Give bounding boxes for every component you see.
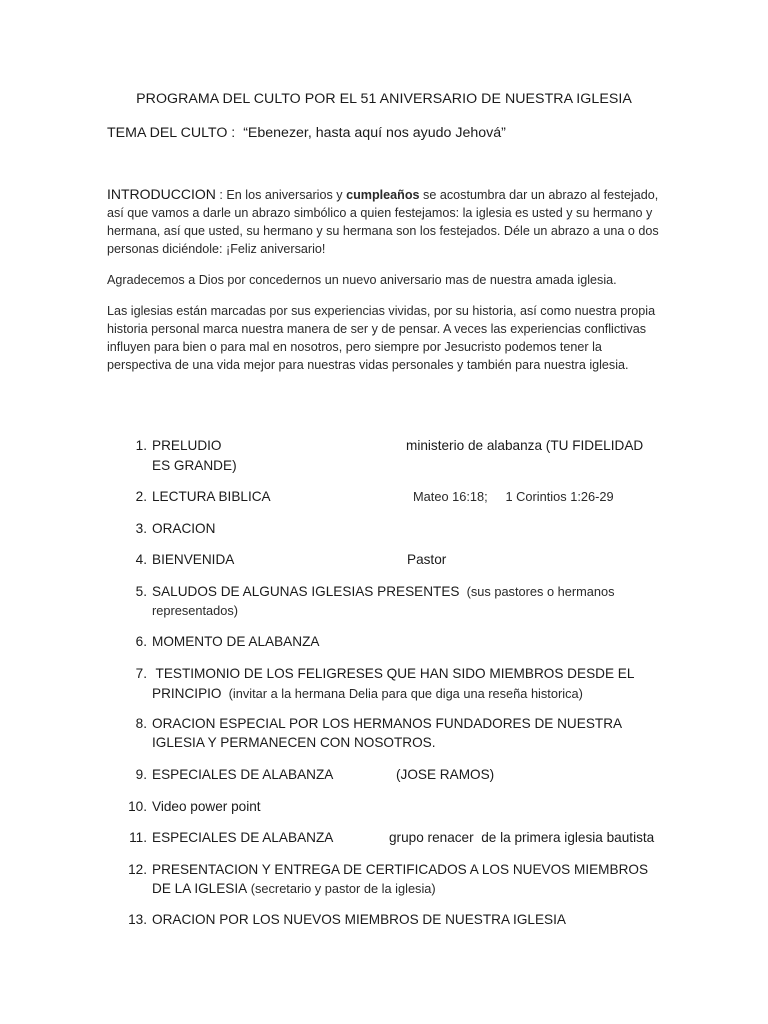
item-title-continued (152, 684, 662, 703)
item-title-main: SALUDOS DE ALGUNAS IGLESIAS PRESENTES (152, 584, 460, 599)
item-detail: Mateo 16:18; 1 Corintios 1:26-29 (413, 489, 614, 504)
item-number: 1. (135, 438, 147, 453)
intro-bold-word: cumpleaños (346, 188, 420, 202)
item-title-continued: representados) (152, 603, 239, 618)
item-number: 2. (135, 489, 147, 504)
item-title-continued: IGLESIA Y PERMANECEN CON NOSOTROS. (152, 735, 436, 750)
item-number: 8. (135, 716, 147, 731)
document-title: PROGRAMA DEL CULTO POR EL 51 ANIVERSARIO DE NUESTRA IGLESIA (136, 91, 632, 107)
item-title: ORACION (152, 521, 216, 536)
item-title-continued-main: PRINCIPIO (152, 686, 222, 701)
item-title: PRESENTACION Y ENTREGA DE CERTIFICADOS A LOS NUEVOS MIEMBROS (152, 862, 649, 877)
intro-text-before: : En los aniversarios y (215, 188, 347, 202)
item-detail: (JOSE RAMOS) (396, 767, 495, 782)
item-title: ESPECIALES DE ALABANZA (152, 830, 334, 845)
theme-value: “Ebenezer, hasta aquí nos ayudo Jehová” (243, 125, 506, 141)
intro-text-after: se acostumbra dar un abrazo al festejado, así que vamos a darle un abrazo simbólico a quien festejamos: la iglesia es usted y su hermano y hermana, así que usted, su hermano y su hermana son los festejados. Déle un abrazo a una o dos personas diciéndole: ¡Feliz aniversario! (107, 188, 659, 256)
item-title: LECTURA BIBLICA (152, 489, 271, 504)
item-title: MOMENTO DE ALABANZA (152, 634, 320, 649)
item-number: 11. (129, 830, 147, 845)
theme-line (107, 125, 506, 141)
thanks-paragraph: Agradecemos a Dios por concedernos un nuevo aniversario mas de nuestra amada iglesia. (107, 273, 617, 287)
item-title: Video power point (152, 799, 261, 814)
item-detail: ministerio de alabanza (TU FIDELIDAD (406, 438, 644, 453)
item-title-note: (invitar a la hermana Delia para que diga una reseña historica) (221, 686, 583, 701)
item-number: 5. (135, 584, 147, 599)
item-title-continued: ES GRANDE) (152, 458, 237, 473)
item-number: 10. (128, 799, 147, 814)
item-number: 9. (135, 767, 147, 782)
item-title: BIENVENIDA (152, 552, 235, 567)
intro-lead: INTRODUCCION (107, 186, 216, 202)
history-paragraph: Las iglesias están marcadas por sus experiencias vividas, por su historia, así como nuestra propia historia personal marca nuestra manera de ser y de pensar. A veces las experiencias conflictivas influyen para bien o para mal en nosotros, pero siempre por Jesucristo podemos tener la perspectiva de una vida mejor para nuestras vidas personales y también para nuestra iglesia. (107, 304, 656, 372)
item-title (152, 582, 662, 601)
item-number: 13. (128, 912, 147, 927)
item-title: ORACION ESPECIAL POR LOS HERMANOS FUNDADORES DE NUESTRA (152, 716, 623, 731)
item-title: ORACION POR LOS NUEVOS MIEMBROS DE NUESTRA IGLESIA (152, 912, 566, 927)
item-title-note: (secretario y pastor de la iglesia) (247, 881, 436, 896)
item-detail: grupo renacer de la primera iglesia bautista (389, 830, 655, 845)
item-number: 12. (128, 862, 147, 877)
theme-label: TEMA DEL CULTO : (107, 125, 236, 141)
item-title: PRELUDIO (152, 438, 222, 453)
item-title: ESPECIALES DE ALABANZA (152, 767, 334, 782)
item-number: 3. (135, 521, 147, 536)
item-title: TESTIMONIO DE LOS FELIGRESES QUE HAN SIDO MIEMBROS DESDE EL (152, 666, 635, 681)
item-number: 4. (135, 552, 147, 567)
item-number: 6. (135, 634, 147, 649)
item-title-continued-main: DE LA IGLESIA (152, 881, 248, 896)
item-detail: Pastor (407, 552, 447, 567)
item-number: 7. (135, 666, 147, 681)
item-title-note: (sus pastores o hermanos (459, 584, 615, 599)
intro-paragraph (107, 185, 667, 258)
item-title-continued (152, 879, 662, 898)
